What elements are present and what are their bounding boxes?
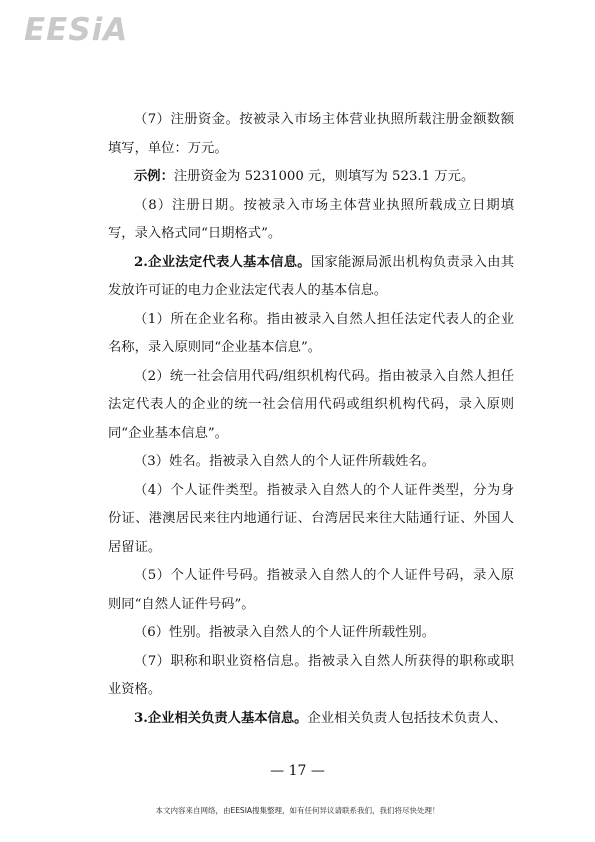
section-paragraph — [108, 705, 514, 734]
paragraph: （6）性别。指被录入自然人的个人证件所载性别。 — [134, 625, 435, 640]
paragraph: （2）统一社会信用代码/组织机构代码。指由被录入自然人担任法定代表人的企业的统一社会信用代码或组织机构代码，录入原则同“企业基本信息”。 — [108, 368, 514, 441]
section-heading: 2.企业法定代表人基本信息。 — [134, 254, 311, 270]
eesia-logo: EESiA — [24, 12, 129, 48]
paragraph: （5）个人证件号码。指被录入自然人的个人证件号码，录入原则同“自然人证件号码”。 — [108, 568, 514, 612]
example-paragraph — [108, 163, 514, 192]
example-text: 注册资金为 5231000 元，则填写为 523.1 万元。 — [173, 169, 475, 184]
paragraph: （1）所在企业名称。指由被录入自然人担任法定代表人的企业名称，录入原则同“企业基本信息”。 — [108, 311, 514, 355]
section-paragraph — [108, 249, 514, 306]
section-text: 国家能源局派出机构负责录入由其发放许可证的电力企业法定代表人的基本信息。 — [108, 254, 514, 298]
footer-note: 本文内容来自网络，由EESIA搜集整理，如有任何异议请联系我们，我们将尽快处理！ — [155, 806, 440, 815]
document-body — [108, 106, 514, 733]
page-number: — 17 — — [270, 763, 325, 779]
paragraph: （4）个人证件类型。指被录入自然人的个人证件类型，分为身份证、港澳居民来往内地通行证、台湾居民来往大陆通行证、外国人居留证。 — [108, 482, 514, 555]
section-heading: 3.企业相关负责人基本信息。 — [134, 710, 308, 726]
example-label: 示例： — [134, 169, 174, 184]
paragraph: （8）注册日期。按被录入市场主体营业执照所载成立日期填写，录入格式同“日期格式”。 — [108, 197, 514, 241]
paragraph: （3）姓名。指被录入自然人的个人证件所载姓名。 — [134, 454, 435, 469]
paragraph: （7）职称和职业资格信息。指被录入自然人所获得的职称或职业资格。 — [108, 653, 514, 697]
paragraph: （7）注册资金。按被录入市场主体营业执照所载注册金额数额填写，单位：万元。 — [108, 112, 514, 156]
section-text: 企业相关负责人包括技术负责人、 — [307, 710, 507, 726]
